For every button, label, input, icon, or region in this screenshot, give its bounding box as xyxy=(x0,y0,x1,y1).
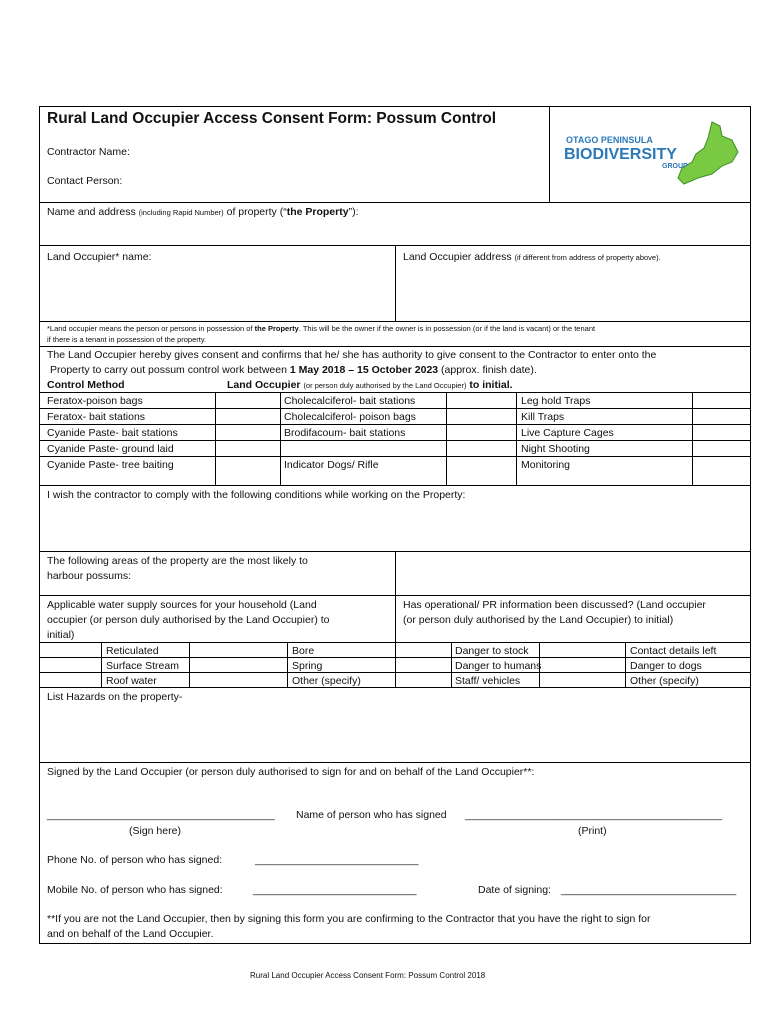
control-item: Cholecalciferol- bait stations xyxy=(284,395,416,407)
grid-line xyxy=(280,392,281,485)
border-right xyxy=(750,106,751,944)
occupier-name-label: Land Occupier* name: xyxy=(47,251,152,263)
logo-line2: BIODIVERSITY xyxy=(564,146,677,163)
control-item: Feratox-poison bags xyxy=(47,395,143,407)
rule xyxy=(39,321,751,322)
occupier-address-label xyxy=(403,251,661,264)
water-item: Spring xyxy=(292,660,323,672)
property-label-a: Name and address xyxy=(47,206,136,218)
footnote-a: *Land occupier means the person or persons in possession of xyxy=(47,324,255,333)
logo-line1: OTAGO PENINSULA xyxy=(566,135,653,145)
property-label-small: (including Rapid Number) xyxy=(138,208,224,217)
grid-line xyxy=(39,456,751,457)
water-line1: Applicable water supply sources for your household (Land xyxy=(47,599,317,611)
pr-line1: Has operational/ PR information been discussed? (Land occupier xyxy=(403,599,706,611)
name-line[interactable]: ____________________________________________ xyxy=(465,809,722,821)
pr-item: Danger to stock xyxy=(455,645,529,657)
print-label: (Print) xyxy=(578,825,607,837)
contractor-name-label: Contractor Name: xyxy=(47,146,130,158)
grid-line xyxy=(39,408,751,409)
name-signed-label: Name of person who has signed xyxy=(296,809,447,821)
grid-line xyxy=(287,642,288,687)
header-small: (or person duly authorised by the Land Occupier) xyxy=(303,381,467,390)
control-item: Kill Traps xyxy=(521,411,565,423)
logo-line3: GROUP xyxy=(662,163,688,170)
control-method-header xyxy=(47,379,125,392)
form-title: Rural Land Occupier Access Consent Form: Possum Control xyxy=(47,110,497,127)
occupier-address-text: Land Occupier address xyxy=(403,251,512,263)
pr-item: Staff/ vehicles xyxy=(455,675,521,687)
harbour-line2: harbour possums: xyxy=(47,570,132,582)
water-item: Surface Stream xyxy=(106,660,179,672)
grid-line xyxy=(39,440,751,441)
phone-line[interactable]: ____________________________ xyxy=(255,854,419,866)
border-bottom xyxy=(39,943,751,944)
control-item: Leg hold Traps xyxy=(521,395,591,407)
control-item: Cyanide Paste- bait stations xyxy=(47,427,178,439)
rule xyxy=(39,762,751,763)
harbour-line1: The following areas of the property are the most likely to xyxy=(47,555,308,567)
consent-line1: The Land Occupier hereby gives consent and confirms that he/ she has authority to give consent to the Contractor to enter onto the xyxy=(47,349,657,361)
contact-person-label: Contact Person: xyxy=(47,175,123,187)
footnote-bold: the Property xyxy=(254,324,299,333)
occupier-address-small: (if different from address of property above). xyxy=(514,253,661,262)
grid-line xyxy=(39,392,751,393)
harbour-divider xyxy=(395,551,396,595)
control-method-title: Control Method xyxy=(47,379,125,391)
control-item: Live Capture Cages xyxy=(521,427,614,439)
pr-item: Contact details left xyxy=(630,645,717,657)
control-item: Indicator Dogs/ Rifle xyxy=(284,459,379,471)
grid-line xyxy=(625,642,626,687)
pr-item: Other (specify) xyxy=(630,675,699,687)
harbour-field[interactable] xyxy=(397,553,749,594)
conditions-label: I wish the contractor to comply with the following conditions while working on the Property: xyxy=(47,489,466,501)
water-item: Roof water xyxy=(106,675,157,687)
water-item: Bore xyxy=(292,645,315,657)
footnote xyxy=(47,324,595,333)
control-occupier-header xyxy=(227,379,513,392)
mobile-label: Mobile No. of person who has signed: xyxy=(47,884,223,896)
page-footer: Rural Land Occupier Access Consent Form: Possum Control 2018 xyxy=(250,971,486,980)
footnote-b: . This will be the owner if the owner is in possession (or if the land is vacant) or the tenant xyxy=(298,324,596,333)
rule xyxy=(39,485,751,486)
rule xyxy=(39,346,751,347)
sign-line[interactable]: _______________________________________ xyxy=(47,809,275,821)
phone-label: Phone No. of person who has signed: xyxy=(47,854,223,866)
initial-cell[interactable] xyxy=(447,393,515,484)
property-label-c: ”): xyxy=(348,206,359,218)
authority-note-line2: and on behalf of the Land Occupier. xyxy=(47,928,214,940)
control-item: Monitoring xyxy=(521,459,571,471)
water-item: Other (specify) xyxy=(292,675,361,687)
water-line2: occupier (or person duly authorised by the Land Occupier) to xyxy=(47,614,330,626)
border-top xyxy=(39,106,751,107)
rule xyxy=(39,202,751,203)
control-item: Cyanide Paste- tree baiting xyxy=(47,459,174,471)
authority-note-line1: **If you are not the Land Occupier, then by signing this form you are confirming to the Contractor that you have the right to sign for xyxy=(47,913,651,925)
signed-by-label: Signed by the Land Occupier (or person duly authorised to sign for and on behalf of the Land Occupier**: xyxy=(47,766,535,778)
grid-line xyxy=(395,595,396,687)
title-logo-divider xyxy=(549,106,550,202)
grid-line xyxy=(451,642,452,687)
date-line[interactable]: ______________________________ xyxy=(561,884,737,896)
property-label-b: of property (“ xyxy=(226,206,287,218)
consent-dates: 1 May 2018 – 15 October 2023 xyxy=(289,364,439,376)
hazards-field[interactable] xyxy=(41,705,749,760)
pr-item: Danger to humans xyxy=(455,660,542,672)
pr-line2: (or person duly authorised by the Land Occupier) to initial) xyxy=(403,614,674,626)
consent-line2a: Property to carry out possum control work between xyxy=(50,364,290,376)
sign-here-label: (Sign here) xyxy=(129,825,181,837)
date-label: Date of signing: xyxy=(478,884,551,896)
grid-line xyxy=(101,642,102,687)
control-item: Cyanide Paste- ground laid xyxy=(47,443,174,455)
pr-item: Danger to dogs xyxy=(630,660,702,672)
mobile-line[interactable]: ____________________________ xyxy=(253,884,417,896)
water-item: Reticulated xyxy=(106,645,159,657)
grid-line xyxy=(516,392,517,485)
property-label-bold: the Property xyxy=(286,206,349,218)
hazards-label: List Hazards on the property- xyxy=(47,691,183,703)
conditions-field[interactable] xyxy=(41,503,749,549)
footnote-line2: if there is a tenant in possession of the property. xyxy=(47,335,207,344)
occupier-divider xyxy=(395,245,396,321)
consent-line2 xyxy=(50,364,537,377)
initial-cell[interactable] xyxy=(693,393,749,484)
control-item: Brodifacoum- bait stations xyxy=(284,427,406,439)
border-left xyxy=(39,106,40,944)
header-occupier: Land Occupier xyxy=(227,379,301,391)
header-initial: to initial. xyxy=(469,379,513,391)
control-item: Feratox- bait stations xyxy=(47,411,146,423)
peninsula-map-icon xyxy=(562,118,747,188)
initial-cell[interactable] xyxy=(216,393,279,484)
control-item: Cholecalciferol- poison bags xyxy=(284,411,416,423)
grid-line xyxy=(39,424,751,425)
biodiversity-group-logo xyxy=(562,118,747,188)
control-item: Night Shooting xyxy=(521,443,590,455)
grid-line xyxy=(189,642,190,687)
water-line3: initial) xyxy=(47,629,75,641)
consent-line2b: (approx. finish date). xyxy=(438,364,537,376)
property-label xyxy=(47,206,359,219)
